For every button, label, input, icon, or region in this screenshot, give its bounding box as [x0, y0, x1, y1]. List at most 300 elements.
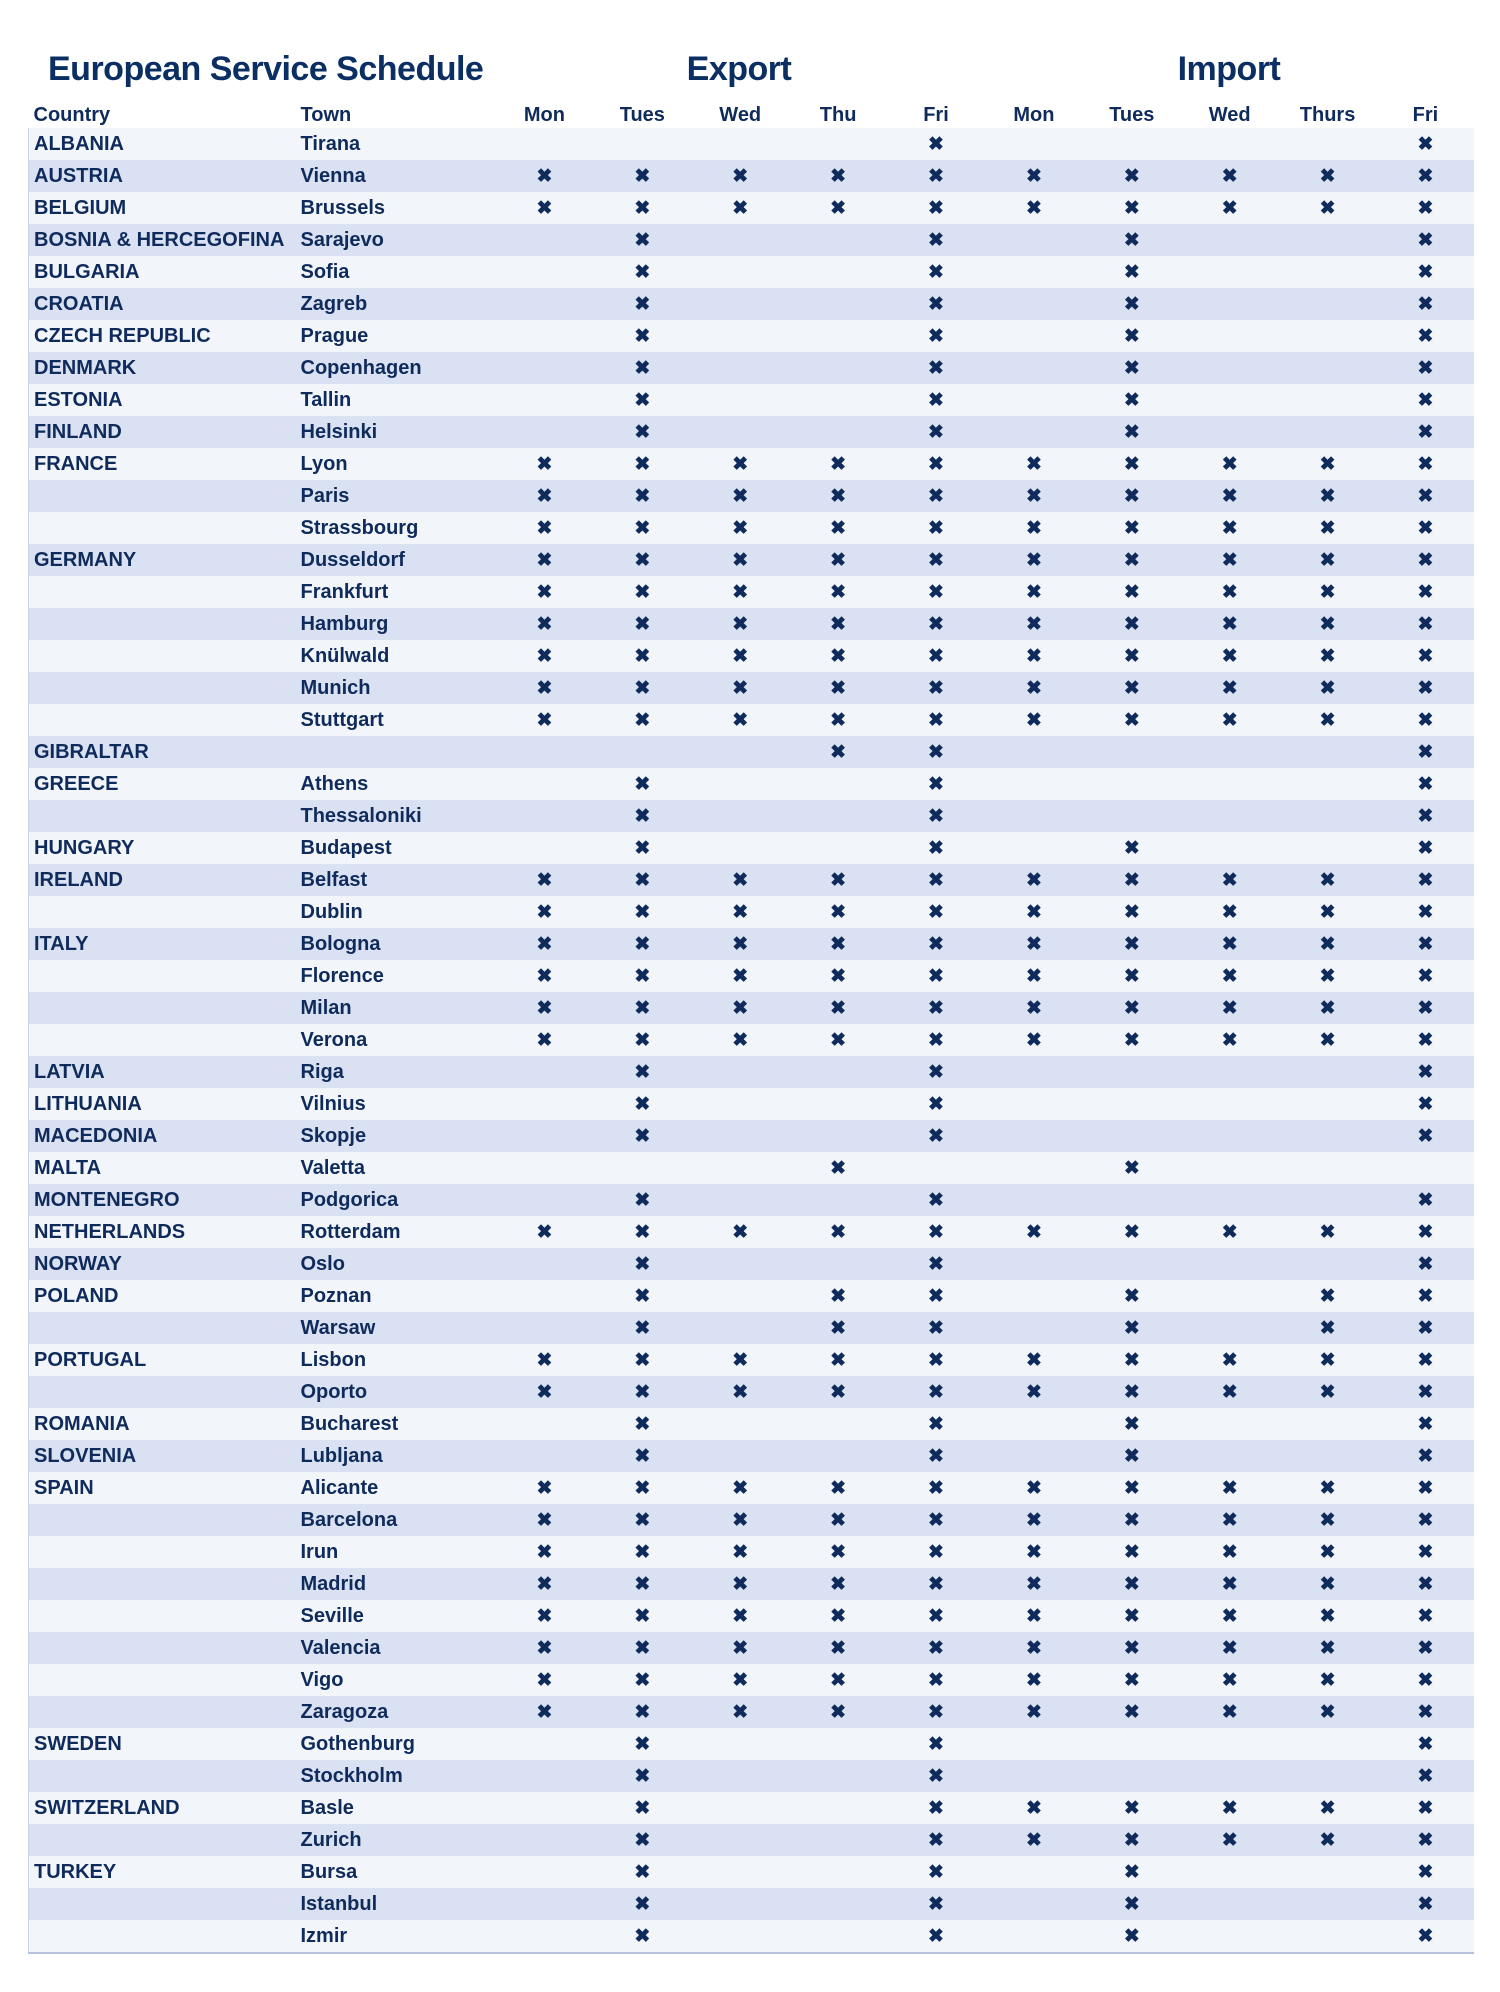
- import-day-cell: [1377, 1696, 1475, 1728]
- service-mark-icon: ✖: [928, 741, 944, 763]
- import-day-cell: [1181, 1408, 1279, 1440]
- export-day-cell: [691, 1696, 789, 1728]
- export-day-cell: [789, 416, 887, 448]
- export-day-cell: [496, 608, 594, 640]
- export-day-cell: [496, 288, 594, 320]
- country-cell: [29, 1824, 296, 1856]
- export-day-cell: [691, 1024, 789, 1056]
- export-day-cell: [593, 288, 691, 320]
- service-mark-icon: ✖: [634, 197, 651, 219]
- import-day-cell: [1181, 640, 1279, 672]
- service-mark-icon: ✖: [928, 1413, 944, 1435]
- service-mark-icon: ✖: [928, 1093, 944, 1115]
- export-day-cell: [593, 736, 691, 768]
- table-row: [29, 896, 1475, 928]
- import-day-cell: [1377, 768, 1475, 800]
- import-day-cell: [1279, 1152, 1377, 1184]
- export-day-cell: [496, 160, 594, 192]
- service-mark-icon: ✖: [536, 517, 553, 539]
- import-day-cell: [1279, 1760, 1377, 1792]
- import-day-cell: [1083, 1152, 1181, 1184]
- import-day-cell: [1181, 288, 1279, 320]
- import-day-cell: [1279, 1632, 1377, 1664]
- service-mark-icon: ✖: [634, 1029, 651, 1051]
- export-day-cell: [691, 1216, 789, 1248]
- service-mark-icon: ✖: [928, 549, 944, 571]
- service-mark-icon: ✖: [830, 453, 847, 475]
- service-mark-icon: ✖: [830, 1605, 847, 1627]
- service-mark-icon: ✖: [634, 549, 651, 571]
- export-day-cell: [789, 1888, 887, 1920]
- import-day-cell: [1181, 576, 1279, 608]
- import-day-cell: [1279, 1024, 1377, 1056]
- import-day-cell: [1279, 1408, 1377, 1440]
- town-cell: Strassbourg: [296, 512, 496, 544]
- import-day-cell: [1181, 1920, 1279, 1953]
- import-day-cell: [985, 544, 1083, 576]
- export-day-cell: [789, 800, 887, 832]
- service-mark-icon: ✖: [1417, 1925, 1434, 1947]
- export-day-cell: [691, 352, 789, 384]
- export-day-cell: [593, 128, 691, 160]
- import-day-cell: [985, 1248, 1083, 1280]
- export-day-cell: [691, 448, 789, 480]
- export-day-cell: [593, 512, 691, 544]
- service-mark-icon: ✖: [634, 1509, 651, 1531]
- country-cell: MONTENEGRO: [29, 1184, 296, 1216]
- export-day-cell: [887, 896, 985, 928]
- country-cell: SWEDEN: [29, 1728, 296, 1760]
- service-mark-icon: ✖: [1123, 581, 1140, 603]
- service-mark-icon: ✖: [634, 485, 651, 507]
- import-day-cell: [1377, 1824, 1475, 1856]
- export-day-cell: [691, 608, 789, 640]
- export-day-cell: [496, 1600, 594, 1632]
- import-day-cell: [1377, 992, 1475, 1024]
- import-day-cell: [985, 1344, 1083, 1376]
- import-day-cell: [1181, 1760, 1279, 1792]
- service-mark-icon: ✖: [1319, 1605, 1336, 1627]
- import-day-cell: [1377, 1216, 1475, 1248]
- column-header-export-fri: Fri: [887, 98, 985, 128]
- export-day-cell: [593, 352, 691, 384]
- import-day-cell: [1279, 896, 1377, 928]
- export-day-cell: [789, 1536, 887, 1568]
- town-cell: Irun: [296, 1536, 496, 1568]
- import-day-cell: [985, 1408, 1083, 1440]
- service-mark-icon: ✖: [1123, 1541, 1140, 1563]
- import-day-cell: [1083, 1760, 1181, 1792]
- import-day-cell: [1279, 1696, 1377, 1728]
- service-mark-icon: ✖: [732, 1509, 749, 1531]
- export-day-cell: [496, 1056, 594, 1088]
- service-mark-icon: ✖: [928, 1509, 944, 1531]
- import-day-cell: [1377, 1472, 1475, 1504]
- import-day-cell: [985, 1536, 1083, 1568]
- export-day-cell: [593, 448, 691, 480]
- export-day-cell: [593, 1664, 691, 1696]
- export-day-cell: [691, 1344, 789, 1376]
- service-mark-icon: ✖: [732, 613, 749, 635]
- service-mark-icon: ✖: [928, 485, 944, 507]
- import-day-cell: [1083, 1088, 1181, 1120]
- import-day-cell: [1181, 1120, 1279, 1152]
- service-mark-icon: ✖: [928, 1029, 944, 1051]
- table-row: [29, 1568, 1475, 1600]
- import-day-cell: [1279, 1280, 1377, 1312]
- export-day-cell: [887, 416, 985, 448]
- import-day-cell: [1181, 1824, 1279, 1856]
- country-cell: SWITZERLAND: [29, 1792, 296, 1824]
- import-day-cell: [1083, 256, 1181, 288]
- service-mark-icon: ✖: [1221, 1509, 1238, 1531]
- import-day-cell: [1181, 1696, 1279, 1728]
- import-day-cell: [1279, 736, 1377, 768]
- service-mark-icon: ✖: [634, 1125, 651, 1147]
- import-day-cell: [1377, 864, 1475, 896]
- export-day-cell: [496, 256, 594, 288]
- town-cell: Lubljana: [296, 1440, 496, 1472]
- export-day-cell: [887, 1728, 985, 1760]
- export-day-cell: [887, 1664, 985, 1696]
- import-day-cell: [985, 1664, 1083, 1696]
- service-mark-icon: ✖: [1123, 229, 1140, 251]
- table-row: [29, 1280, 1475, 1312]
- import-day-cell: [1279, 1120, 1377, 1152]
- export-day-cell: [496, 1152, 594, 1184]
- column-header-export-tues: Tues: [593, 98, 691, 128]
- country-cell: BELGIUM: [29, 192, 296, 224]
- export-day-cell: [691, 640, 789, 672]
- import-day-cell: [1377, 640, 1475, 672]
- service-mark-icon: ✖: [1319, 1637, 1336, 1659]
- export-day-cell: [789, 1824, 887, 1856]
- import-day-cell: [1181, 480, 1279, 512]
- import-day-cell: [1083, 1664, 1181, 1696]
- service-mark-icon: ✖: [830, 1381, 847, 1403]
- export-day-cell: [789, 1216, 887, 1248]
- export-day-cell: [887, 1120, 985, 1152]
- service-mark-icon: ✖: [1221, 613, 1238, 635]
- town-cell: Oporto: [296, 1376, 496, 1408]
- import-day-cell: [1181, 1600, 1279, 1632]
- service-mark-icon: ✖: [1319, 1285, 1336, 1307]
- export-day-cell: [887, 1088, 985, 1120]
- service-mark-icon: ✖: [928, 965, 944, 987]
- export-day-cell: [496, 1344, 594, 1376]
- service-mark-icon: ✖: [1417, 1221, 1434, 1243]
- service-mark-icon: ✖: [536, 965, 553, 987]
- export-day-cell: [593, 1152, 691, 1184]
- import-day-cell: [1181, 1184, 1279, 1216]
- service-mark-icon: ✖: [928, 1765, 944, 1787]
- import-day-cell: [1083, 1408, 1181, 1440]
- import-day-cell: [1083, 160, 1181, 192]
- import-day-cell: [1083, 448, 1181, 480]
- export-day-cell: [496, 1472, 594, 1504]
- service-mark-icon: ✖: [928, 517, 944, 539]
- import-day-cell: [1377, 1248, 1475, 1280]
- service-mark-icon: ✖: [1221, 1637, 1238, 1659]
- export-day-cell: [887, 1632, 985, 1664]
- table-row: [29, 544, 1475, 576]
- export-day-cell: [593, 672, 691, 704]
- export-day-cell: [887, 288, 985, 320]
- service-mark-icon: ✖: [1319, 933, 1336, 955]
- table-row: [29, 576, 1475, 608]
- town-cell: Valetta: [296, 1152, 496, 1184]
- import-day-cell: [985, 1120, 1083, 1152]
- export-day-cell: [496, 1568, 594, 1600]
- import-day-cell: [985, 992, 1083, 1024]
- import-day-cell: [1181, 192, 1279, 224]
- service-mark-icon: ✖: [830, 1317, 847, 1339]
- import-day-cell: [1181, 320, 1279, 352]
- service-mark-icon: ✖: [928, 1893, 944, 1915]
- town-cell: Madrid: [296, 1568, 496, 1600]
- town-cell: Brussels: [296, 192, 496, 224]
- service-mark-icon: ✖: [1025, 549, 1042, 571]
- import-day-cell: [1181, 832, 1279, 864]
- service-mark-icon: ✖: [634, 1541, 651, 1563]
- import-day-cell: [1377, 256, 1475, 288]
- import-day-cell: [985, 1632, 1083, 1664]
- service-mark-icon: ✖: [536, 1637, 553, 1659]
- export-day-cell: [887, 992, 985, 1024]
- export-day-cell: [789, 1440, 887, 1472]
- table-row: [29, 1152, 1475, 1184]
- service-mark-icon: ✖: [1417, 1605, 1434, 1627]
- export-day-cell: [496, 1024, 594, 1056]
- town-cell: Florence: [296, 960, 496, 992]
- service-mark-icon: ✖: [634, 1637, 651, 1659]
- service-mark-icon: ✖: [928, 1733, 944, 1755]
- export-day-cell: [691, 544, 789, 576]
- service-mark-icon: ✖: [1123, 1797, 1140, 1819]
- service-mark-icon: ✖: [1417, 1701, 1434, 1723]
- town-cell: Warsaw: [296, 1312, 496, 1344]
- service-mark-icon: ✖: [1319, 965, 1336, 987]
- export-day-cell: [496, 832, 594, 864]
- export-day-cell: [789, 1856, 887, 1888]
- service-mark-icon: ✖: [928, 1445, 944, 1467]
- table-row: [29, 1504, 1475, 1536]
- import-day-cell: [1083, 928, 1181, 960]
- service-mark-icon: ✖: [1221, 1541, 1238, 1563]
- service-mark-icon: ✖: [1123, 869, 1140, 891]
- import-day-cell: [1377, 1280, 1475, 1312]
- import-day-cell: [1083, 1376, 1181, 1408]
- export-day-cell: [887, 864, 985, 896]
- town-cell: Dusseldorf: [296, 544, 496, 576]
- service-mark-icon: ✖: [634, 1285, 651, 1307]
- service-mark-icon: ✖: [1319, 1221, 1336, 1243]
- export-day-cell: [887, 1280, 985, 1312]
- export-day-cell: [496, 1728, 594, 1760]
- export-day-cell: [593, 1408, 691, 1440]
- table-row: [29, 1184, 1475, 1216]
- service-mark-icon: ✖: [1221, 645, 1238, 667]
- import-day-cell: [1279, 992, 1377, 1024]
- service-mark-icon: ✖: [1123, 293, 1140, 315]
- import-day-cell: [1181, 1280, 1279, 1312]
- import-day-cell: [1377, 800, 1475, 832]
- export-day-cell: [593, 1696, 691, 1728]
- service-mark-icon: ✖: [830, 741, 847, 763]
- import-day-cell: [985, 1376, 1083, 1408]
- country-cell: [29, 1760, 296, 1792]
- service-mark-icon: ✖: [634, 1829, 651, 1851]
- town-cell: Izmir: [296, 1920, 496, 1953]
- export-day-cell: [496, 384, 594, 416]
- import-day-cell: [1279, 320, 1377, 352]
- country-cell: GIBRALTAR: [29, 736, 296, 768]
- service-mark-icon: ✖: [830, 709, 847, 731]
- service-mark-icon: ✖: [1123, 1669, 1140, 1691]
- service-mark-icon: ✖: [1417, 581, 1434, 603]
- service-mark-icon: ✖: [1221, 677, 1238, 699]
- export-day-cell: [496, 1120, 594, 1152]
- service-mark-icon: ✖: [830, 581, 847, 603]
- import-day-cell: [985, 480, 1083, 512]
- export-day-cell: [691, 1184, 789, 1216]
- service-mark-icon: ✖: [1417, 869, 1434, 891]
- import-day-cell: [1279, 1792, 1377, 1824]
- export-day-cell: [496, 1760, 594, 1792]
- export-day-cell: [691, 416, 789, 448]
- import-day-cell: [1377, 1888, 1475, 1920]
- table-row: [29, 928, 1475, 960]
- service-mark-icon: ✖: [928, 389, 944, 411]
- service-mark-icon: ✖: [1417, 1733, 1434, 1755]
- service-mark-icon: ✖: [928, 581, 944, 603]
- service-mark-icon: ✖: [634, 581, 651, 603]
- service-mark-icon: ✖: [1123, 1381, 1140, 1403]
- import-day-cell: [1377, 480, 1475, 512]
- service-mark-icon: ✖: [536, 485, 553, 507]
- service-mark-icon: ✖: [732, 901, 749, 923]
- service-mark-icon: ✖: [928, 165, 944, 187]
- country-cell: [29, 608, 296, 640]
- service-mark-icon: ✖: [1123, 1861, 1140, 1883]
- service-mark-icon: ✖: [1319, 1477, 1336, 1499]
- service-mark-icon: ✖: [634, 773, 651, 795]
- import-day-cell: [1279, 384, 1377, 416]
- country-cell: PORTUGAL: [29, 1344, 296, 1376]
- import-day-cell: [1083, 640, 1181, 672]
- import-day-cell: [1377, 1536, 1475, 1568]
- export-day-cell: [691, 1760, 789, 1792]
- import-day-cell: [1083, 1888, 1181, 1920]
- import-day-cell: [1377, 832, 1475, 864]
- export-day-cell: [496, 1088, 594, 1120]
- service-mark-icon: ✖: [732, 485, 749, 507]
- country-cell: HUNGARY: [29, 832, 296, 864]
- service-mark-icon: ✖: [928, 1221, 944, 1243]
- service-mark-icon: ✖: [1319, 165, 1336, 187]
- import-day-cell: [1181, 128, 1279, 160]
- import-day-cell: [985, 928, 1083, 960]
- service-mark-icon: ✖: [1417, 741, 1434, 763]
- service-mark-icon: ✖: [1123, 1349, 1140, 1371]
- import-day-cell: [1083, 1280, 1181, 1312]
- export-day-cell: [691, 736, 789, 768]
- service-mark-icon: ✖: [1025, 965, 1042, 987]
- import-day-cell: [1181, 1888, 1279, 1920]
- service-mark-icon: ✖: [1417, 773, 1434, 795]
- town-cell: Gothenburg: [296, 1728, 496, 1760]
- table-row: [29, 320, 1475, 352]
- export-day-cell: [593, 832, 691, 864]
- import-day-cell: [1181, 1536, 1279, 1568]
- import-day-cell: [985, 800, 1083, 832]
- service-mark-icon: ✖: [1417, 453, 1434, 475]
- table-row: [29, 736, 1475, 768]
- export-day-cell: [496, 1824, 594, 1856]
- service-mark-icon: ✖: [732, 965, 749, 987]
- table-row: [29, 992, 1475, 1024]
- service-mark-icon: ✖: [536, 1349, 553, 1371]
- service-mark-icon: ✖: [1417, 1829, 1434, 1851]
- import-day-cell: [985, 1696, 1083, 1728]
- export-day-cell: [887, 608, 985, 640]
- service-mark-icon: ✖: [536, 1573, 553, 1595]
- service-mark-icon: ✖: [634, 1893, 651, 1915]
- export-day-cell: [691, 288, 789, 320]
- import-day-cell: [1083, 1792, 1181, 1824]
- country-cell: [29, 1536, 296, 1568]
- town-cell: Sofia: [296, 256, 496, 288]
- export-day-cell: [691, 1152, 789, 1184]
- export-day-cell: [789, 768, 887, 800]
- import-day-cell: [985, 1920, 1083, 1953]
- town-cell: Frankfurt: [296, 576, 496, 608]
- import-day-cell: [985, 736, 1083, 768]
- table-row: [29, 1408, 1475, 1440]
- service-mark-icon: ✖: [1025, 1541, 1042, 1563]
- table-row: [29, 672, 1475, 704]
- town-cell: [296, 736, 496, 768]
- service-mark-icon: ✖: [1417, 1893, 1434, 1915]
- service-mark-icon: ✖: [1123, 1925, 1140, 1947]
- service-mark-icon: ✖: [830, 613, 847, 635]
- import-day-cell: [1083, 832, 1181, 864]
- service-mark-icon: ✖: [830, 1349, 847, 1371]
- service-mark-icon: ✖: [1221, 517, 1238, 539]
- schedule-body: [29, 128, 1475, 1953]
- export-day-cell: [691, 256, 789, 288]
- service-mark-icon: ✖: [1417, 421, 1434, 443]
- service-mark-icon: ✖: [928, 197, 944, 219]
- service-mark-icon: ✖: [634, 1413, 651, 1435]
- import-day-cell: [1279, 1920, 1377, 1953]
- service-mark-icon: ✖: [830, 901, 847, 923]
- country-cell: GERMANY: [29, 544, 296, 576]
- export-day-cell: [691, 1600, 789, 1632]
- import-day-cell: [1279, 256, 1377, 288]
- table-row: [29, 1088, 1475, 1120]
- service-mark-icon: ✖: [634, 1317, 651, 1339]
- import-day-cell: [1279, 608, 1377, 640]
- service-mark-icon: ✖: [1417, 1573, 1434, 1595]
- service-mark-icon: ✖: [1319, 1541, 1336, 1563]
- export-day-cell: [593, 1248, 691, 1280]
- export-day-cell: [887, 1600, 985, 1632]
- column-header-import-wed: Wed: [1181, 98, 1279, 128]
- import-day-cell: [1083, 1440, 1181, 1472]
- service-mark-icon: ✖: [1221, 1349, 1238, 1371]
- service-mark-icon: ✖: [1319, 901, 1336, 923]
